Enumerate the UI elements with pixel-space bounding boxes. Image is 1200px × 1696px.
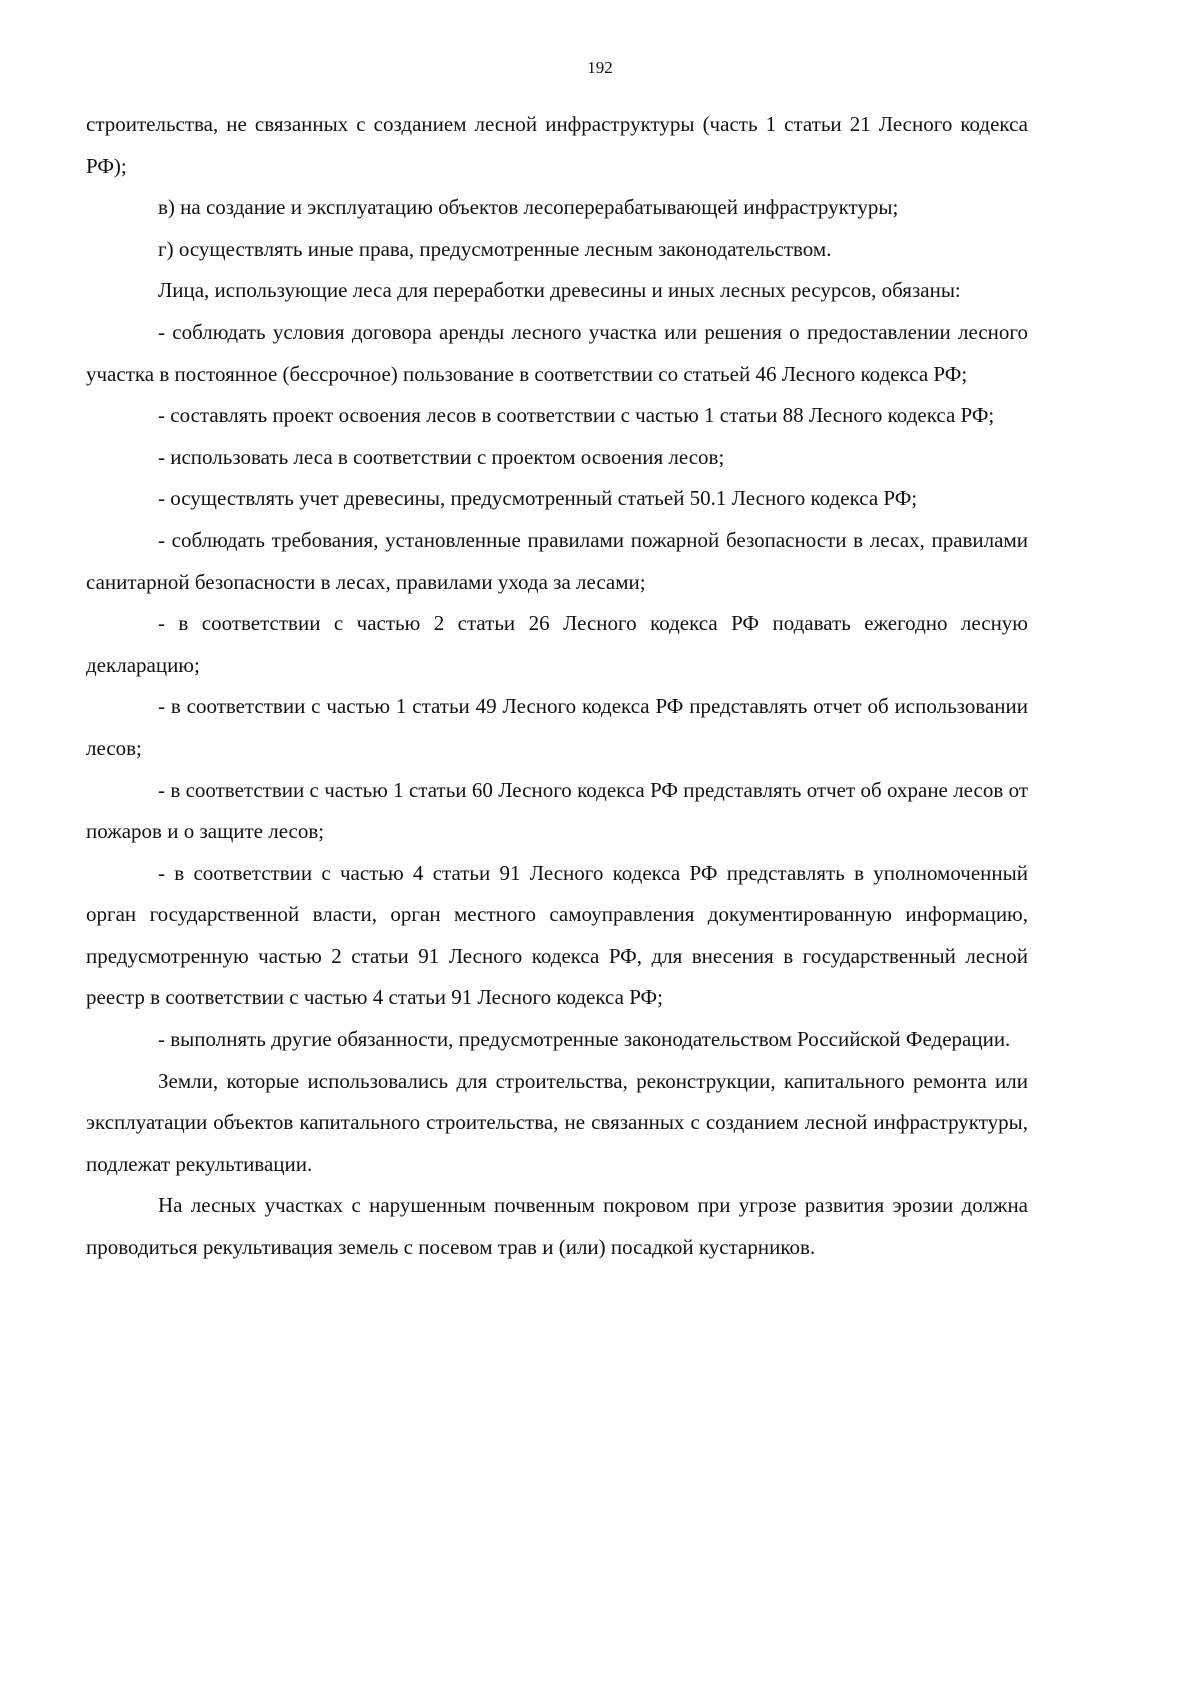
list-item: - в соответствии с частью 1 статьи 60 Лесного кодекса РФ представлять отчет об охране лесов от пожаров и о защите лесов; — [86, 777, 1028, 844]
list-item: - использовать леса в соответствии с проектом освоения лесов; — [158, 444, 725, 469]
paragraph: в) на создание и эксплуатацию объектов лесоперерабатывающей инфраструктуры; — [158, 195, 899, 220]
list-item: - соблюдать условия договора аренды лесного участка или решения о предоставлении лесного участка в постоянное (бессрочное) пользование в соответствии со статьей 46 Лесного кодекса РФ; — [86, 319, 1028, 386]
list-item: - в соответствии с частью 2 статьи 26 Лесного кодекса РФ подавать ежегодно лесную декларацию; — [86, 611, 1028, 677]
page-body — [86, 104, 1028, 1269]
paragraph: На лесных участках с нарушенным почвенным покровом при угрозе развития эрозии должна проводиться рекультивация земель с посевом трав и (или) посадкой кустарников. — [86, 1193, 1028, 1260]
list-item: - в соответствии с частью 1 статьи 49 Лесного кодекса РФ представлять отчет об использовании лесов; — [86, 694, 1028, 760]
paragraph: строительства, не связанных с созданием лесной инфраструктуры (часть 1 статьи 21 Лесного кодекса РФ); — [86, 112, 1028, 178]
paragraph: Земли, которые использовались для строительства, реконструкции, капитального ремонта или эксплуатации объектов капитального строительства, не связанных с созданием лесной инфраструктуры, подлежат рекультивации. — [86, 1068, 1028, 1176]
list-item: - соблюдать требования, установленные правилами пожарной безопасности в лесах, правилами санитарной безопасности в лесах, правилами ухода за лесами; — [86, 527, 1028, 594]
paragraph: Лица, использующие леса для переработки древесины и иных лесных ресурсов, обязаны: — [158, 278, 961, 303]
list-item: - выполнять другие обязанности, предусмотренные законодательством Российской Федерации. — [158, 1027, 1011, 1052]
page-number: 192 — [587, 58, 613, 77]
paragraph: г) осуществлять иные права, предусмотренные лесным законодательством. — [158, 236, 832, 261]
list-item: - осуществлять учет древесины, предусмотренный статьей 50.1 Лесного кодекса РФ; — [158, 486, 918, 511]
list-item: - составлять проект освоения лесов в соответствии с частью 1 статьи 88 Лесного кодекса РФ; — [158, 403, 995, 428]
list-item: - в соответствии с частью 4 статьи 91 Лесного кодекса РФ представлять в уполномоченный орган государственной власти, орган местного самоуправления документированную информацию, предусмотренную частью 2 статьи 91 Лесного кодекса РФ, для внесения в государственный лесной реестр в соответствии с частью 4 статьи 91 Лесного кодекса РФ; — [86, 860, 1028, 1010]
